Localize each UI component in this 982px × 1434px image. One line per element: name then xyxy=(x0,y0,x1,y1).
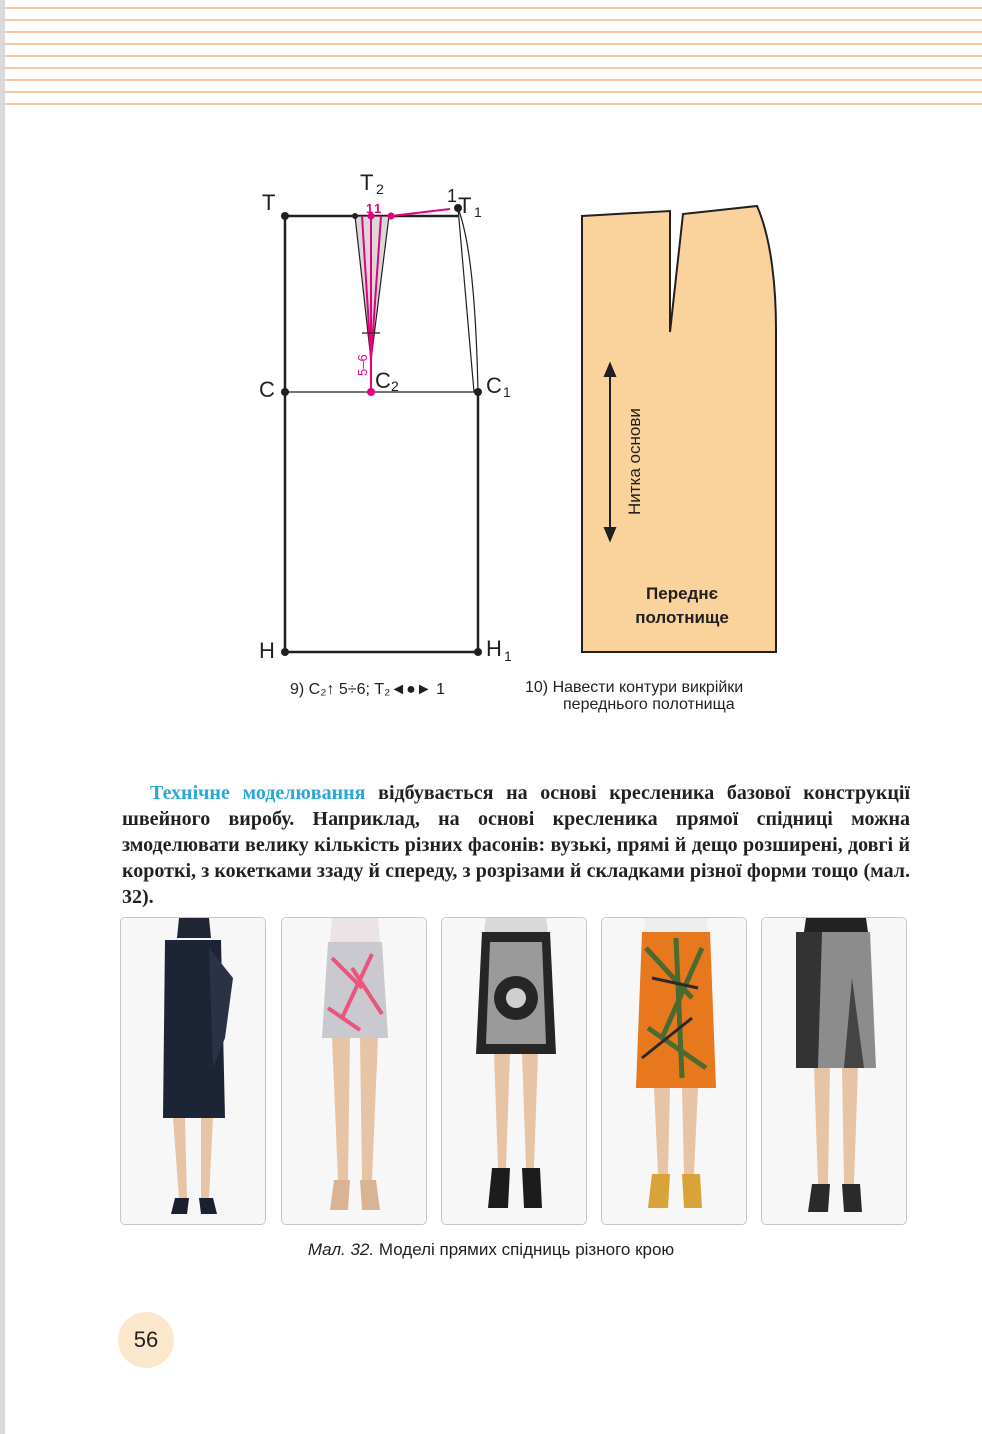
photo-black-white-ornament-skirt xyxy=(441,917,587,1225)
point-c2-label: С xyxy=(375,368,391,393)
figure-caption xyxy=(0,1240,982,1260)
draft-9-drawing xyxy=(285,216,478,652)
body-paragraph xyxy=(122,780,910,910)
photo-orange-tropical-print-skirt xyxy=(601,917,747,1225)
panel-title-line2: полотнище xyxy=(635,608,729,627)
grain-line-label: Нитка основи xyxy=(625,408,644,515)
point-h1-label: Н xyxy=(486,636,502,661)
point-t2-label: Т xyxy=(360,170,374,195)
point-c2-subscript: 2 xyxy=(391,378,399,394)
header-stripes xyxy=(5,0,982,110)
point-c1-subscript: 1 xyxy=(503,384,511,400)
highlighted-term: Технічне моделювання xyxy=(150,782,366,804)
photo-silver-palm-print-skirt xyxy=(281,917,427,1225)
skirt-drafts xyxy=(0,160,982,720)
point-h1-subscript: 1 xyxy=(504,648,512,664)
photo-grey-wrap-slit-skirt xyxy=(761,917,907,1225)
paragraph-text: відбувається на основі кресленика базової конструкції швейного виробу. Наприклад, на основі кресленика прямої спідниці можна змоделювати велику кількість різних фасонів: вузькі, прямі й дещо розширені, довгі й короткі, з кокетками ззаду й спереду, з розрізами й складками різної форми тощо (мал. 32). xyxy=(122,782,911,908)
dart-top-label: 1 xyxy=(366,201,374,216)
draft-10-caption-line2: переднього полотнища xyxy=(563,696,735,713)
page-number: 56 xyxy=(133,1327,159,1352)
dart-top-label-2: 1 xyxy=(374,201,382,216)
figure-text: Моделі прямих спідниць різного крою xyxy=(374,1240,675,1259)
point-t1-label: Т xyxy=(458,193,472,218)
panel-title-line1: Переднє xyxy=(646,584,718,603)
point-c1-label: С xyxy=(486,373,502,398)
draft-10-caption-line1: 10) Навести контури викрійки xyxy=(525,679,744,696)
photo-navy-peplum-skirt xyxy=(120,917,266,1225)
point-h-label: Н xyxy=(259,638,275,663)
skirt-photos-row xyxy=(120,917,910,1227)
point-t-label: Т xyxy=(262,190,276,215)
figure-label: Мал. 32. xyxy=(307,1240,375,1259)
point-one-label: 1 xyxy=(447,186,458,206)
dart-depth-label: 5–6 xyxy=(355,354,370,376)
point-t2-subscript: 2 xyxy=(376,181,384,197)
point-t1-subscript: 1 xyxy=(474,204,482,220)
point-c-label: С xyxy=(259,377,275,402)
draft-9-caption: 9) С₂↑ 5÷6; Т₂◄●► 1 xyxy=(290,681,446,698)
